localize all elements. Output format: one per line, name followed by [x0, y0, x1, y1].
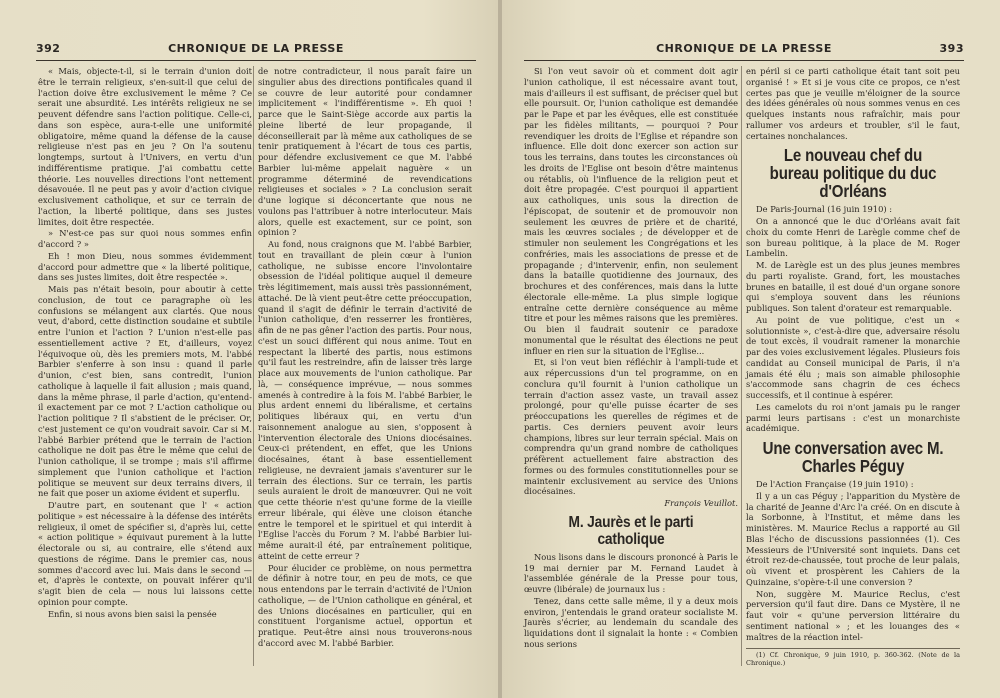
author-signature: François Veuillot.: [664, 498, 738, 508]
column-divider: [741, 66, 742, 666]
paragraph: Si l'on veut savoir où et comment doit agir l'union catholique, il est nécessaire avant tout, mais d'ailleurs il est suffisant, de préciser quel but elle poursuit. Or, l'union catholique est demandée par le Pape et par les évêques, elle est constituée par les fidèles militants, — pourquoi ? Pour revendiquer les droits de l'Eglise et répandre son influence. Elle doit donc exercer son action sur tous les terrains, dans toutes les circonstances où les droits de l'Eglise ont besoin d'être maintenus ou rétablis, où l'influence de la religion peut et doit être propagée. C'est pourquoi il appartient aux catholiques, unis sous la direction de l'épiscopat, de soutenir et de promouvoir non seulement les œuvres de prière et de charité, mais les œuvres sociales ; de développer et de stimuler non seulement les Congrégations et les confréries, mais les associations de presse et de propagande ; d'intervenir, enfin, non seulement dans la bataille quotidienne des journaux, des brochures et des conférences, mais dans la lutte électorale elle-même. La plus simple logique entraîne cette dernière conséquence au même titre et pour les mêmes raisons que les premières. Ou bien il faudrait soutenir ce paradoxe monumental que le résultat des élections ne peut influer en rien sur la situation de l'Eglise...: [524, 66, 738, 356]
right-header-rule: [524, 60, 964, 61]
paragraph: Les camelots du roi n'ont jamais pu le ranger parmi leurs partisans : c'est un monarchiste académique.: [746, 401, 960, 434]
right-page-running-title: CHRONIQUE DE LA PRESSE: [656, 42, 832, 55]
paragraph: On a annoncé que le duc d'Orléans avait fait choix du comte Henri de Larègle comme chef de son bureau politique, à la place de M. Roger Lambelin.: [746, 216, 960, 259]
right-page: [502, 0, 1000, 698]
paragraph: Mais pas n'était besoin, pour aboutir à cette conclusion, de tout ce paragraphe où les confusions se mélangent aux clartés. Que nous veut, d'abord, cette distinction soudaine et subtile entre l'union et l'action ? L'union n'est-elle pas essentiellement active ? Et, d'ailleurs, voyez l'équivoque où, dès les premiers mots, M. l'abbé Barbier s'enferre à son insu : quand il parle d'union, c'est bien, sans contredit, l'union catholique à laquelle il fait allusion ; mais quand, dans la même phrase, il parle d'action, qu'entend-il exactement par ce mot ? L'action catholique ou l'action politique ? Il s'abstient de le préciser. Or, c'est justement ce qu'on voudrait savoir. Car si M. l'abbé Barbier prétend que le terrain de l'action catholique ne doit pas être le même que celui de l'union catholique, il se trompe ; mais s'il affirme simplement que l'union catholique et l'action politique se meuvent sur deux terrains divers, il ne fait que poser un axiome évident et superflu.: [38, 284, 252, 499]
left-page: [0, 0, 498, 698]
left-column-2: [258, 66, 472, 650]
left-page-header: [36, 42, 476, 58]
column-divider: [253, 66, 254, 666]
left-column-1: [38, 66, 252, 620]
article-source: De Paris-Journal (16 juin 1910) :: [756, 204, 893, 215]
paragraph: Il y a un cas Péguy ; l'apparition du Mystère de la charité de Jeanne d'Arc l'a créé. On en discute à la Sorbonne, à l'Institut, et même dans les ministères. M. Maurice Reclus a rapporté au Gil Blas l'écho de discussions passionnées (1). Ces Messieurs de l'Université sont inquiets. Dans cet étroit rez-de-chaussée, tout proche de leur palais, où vivent et prospèrent les Cahiers de la Quinzaine, s'opère-t-il une conversion ?: [746, 490, 960, 587]
footnote: (1) Cf. Chronique, 9 juin 1910, p. 360-362. (Note de la Chronique.): [746, 648, 960, 667]
paragraph: Eh ! mon Dieu, nous sommes évidemment d'accord pour admettre que « la liberté politique, dans ses justes limites, doit être respectée ».: [38, 250, 252, 283]
left-page-number: 392: [36, 42, 61, 55]
left-header-rule: [36, 60, 476, 61]
right-page-number: 393: [939, 42, 964, 55]
paragraph: Nous lisons dans le discours prononcé à Paris le 19 mai dernier par M. Fernand Laudet à l'assemblée générale de la Presse pour tous, œuvre (libérale) de journaux lus :: [524, 551, 738, 594]
paragraph: de notre contradicteur, il nous paraît faire un singulier abus des directions pontificales quand il se couvre de leur autorité pour condamner implicitement « l'indifférentisme ». Eh quoi ! parce que le Saint-Siège accorde aux partis la pleine liberté de leur propagande, il déconseillerait par là même aux catholiques de se tenir pratiquement à l'écart de tous ces partis, pour défendre exclusivement ce que M. l'abbé Barbier lui-même appelait naguère « un programme déterminé de revendications religieuses et sociales » ? La conclusion serait d'une logique si déconcertante que nous ne voulons pas l'attribuer à notre interlocuteur. Mais alors, quelle est exactement, sur ce point, son opinion ?: [258, 66, 472, 238]
paragraph: Non, suggère M. Maurice Reclus, c'est perversion qu'il faut dire. Dans ce Mystère, il ne faut voir « qu'une perversion littéraire du sentiment national » ; et les louanges des « maîtres de la réaction intel-: [746, 588, 960, 642]
paragraph: » N'est-ce pas sur quoi nous sommes enfin d'accord ? »: [38, 228, 252, 249]
paragraph: Et, si l'on veut bien réfléchir à l'ampli-tude et aux répercussions d'un tel programme, on en conclura qu'il fournit à l'union catholique un terrain d'action assez vaste, un travail assez prolongé, pour qu'elle puisse écarter de ses préoccupations les querelles de régimes et de partis. Ces derniers peuvent avoir leurs champions, libres sur leur terrain spécial. Mais on comprendra qu'un grand nombre de catholiques préfèrent actuellement faire abstraction des formes ou des formules constitutionnelles pour se maintenir exclusivement au service des Unions diocésaines.: [524, 357, 738, 497]
article-source: De l'Action Française (19 juin 1910) :: [756, 479, 914, 489]
paragraph: « Mais, objecte-t-il, si le terrain d'union doit être le terrain religieux, s'en-suit-il que celui de l'action doive être exclusivement le même ? Ce serait une absurdité. Les intérêts religieux ne se peuvent défendre sans l'action politique. Celle-ci, dans son espèce, aura-t-elle une uniformité obligatoire, même quand la défense de la cause religieuse n'est pas en jeu ? On l'a soutenu longtemps, surtout à l'Univers, en vertu d'un indifférentisme pratique. J'ai combattu cette théorie. Les nouvelles directions l'ont nettement désavouée. Il ne peut pas y avoir d'action civique exclusivement catholique, et sur ce terrain de l'action, la liberté politique, dans ses justes limites, doit être respectée.: [38, 66, 252, 227]
right-page-header: [524, 42, 964, 58]
article-heading-jaures: M. Jaurès et le parti catholique: [568, 513, 694, 548]
left-page-running-title: CHRONIQUE DE LA PRESSE: [168, 42, 344, 55]
article-heading-peguy: Une conversation avec M. Charles Péguy: [762, 438, 944, 476]
paragraph: Au fond, nous craignons que M. l'abbé Barbier, tout en travaillant de plein cœur à l'union catholique, ne subisse encore l'involontaire obsession de l'idéal politique auquel il demeure très légitimement, mais aussi très passionnément, attaché. De là vient peut-être cette préoccupation, quand il s'agit de définir le terrain d'activité de l'union catholique, d'en resserrer les frontières, afin de ne pas gêner l'action des partis. Pour nous, c'est un souci différent qui nous anime. Tout en respectant la liberté des partis, nous estimons qu'il faut les restreindre, afin de laisser très large place aux mouvements de l'union catholique. Par là, — conséquence imprévue, — nous sommes amenés à contredire à la fois M. l'abbé Barbier, le plus ardent ennemi du libéralisme, et certains politiques libéraux qui, en vertu d'un raisonnement analogue au sien, s'opposent à l'intervention électorale des Unions diocésaines. Ceux-ci prétendent, en effet, que les Unions diocésaines, étant à base essentiellement religieuse, ne devraient jamais s'aventurer sur le terrain des élections. Sur ce terrain, les partis seuls auraient le droit de manœuvrer. Qui ne voit que cette théorie n'est qu'une forme de la vieille erreur libérale, qui élève une cloison étanche entre le temporel et le spirituel et qui interdit à l'Eglise l'accès du Forum ? M. l'abbé Barbier lui-même aurait-il été, par entraînement politique, atteint de cette erreur ?: [258, 239, 472, 561]
article-heading-duc-orleans: Le nouveau chef du bureau politique du duc d'Orléans: [769, 145, 937, 202]
paragraph: Pour élucider ce problème, on nous permettra de définir à notre tour, en peu de mots, ce que nous entendons par le terrain d'activité de l'Union catholique, — de l'Union catholique en général, et des Unions diocésaines en particulier, qui en constituent l'organisme actuel, opportun et pratique. Peut-être ainsi nous trouverons-nous d'accord avec M. l'abbé Barbier.: [258, 562, 472, 648]
paragraph: en péril si ce parti catholique était tant soit peu organisé ! » Et si je vous cite ce propos, ce n'est certes pas que je veuille m'éloigner de la source des idées générales où nous sommes venus en ces quelques instants nous rafraîchir, mais pour rallumer vos ardeurs et troubler, s'il le faut, certaines nonchalances.: [746, 66, 960, 141]
paragraph: D'autre part, en soutenant que l' « action politique » est nécessaire à la défense des intérêts religieux, il omet de spécifier si, d'après lui, cette « action politique » équivaut purement à la lutte électorale ou si, au contraire, elle s'étend aux questions de régime. Dans le premier cas, nous sommes d'accord avec lui. Mais dans le second — et, d'après le contexte, on pouvait inférer qu'il s'agit bien de cela — nous lui laissons cette opinion pour compte.: [38, 500, 252, 607]
paragraph: M. de Larègle est un des plus jeunes membres du parti royaliste. Grand, fort, les moustaches brunes en bataille, il est doué d'un organe sonore qui s'employa souvent dans les réunions publiques. Son talent d'orateur est remarquable.: [746, 260, 960, 313]
right-column-2: [746, 66, 960, 667]
paragraph: Au point de vue politique, c'est un « solutionniste », c'est-à-dire que, adversaire résolu de tout excès, il voudrait ramener la monarchie par des voies exclusivement légales. Plusieurs fois candidat au Conseil municipal de Paris, il n'a jamais été élu ; mais son aimable philosophie s'accommode sans chagrin de ces échecs successifs, et il continue à espérer.: [746, 314, 960, 400]
paragraph: Enfin, si nous avons bien saisi la pensée: [48, 608, 217, 619]
right-column-1: [524, 66, 738, 651]
paragraph: Tenez, dans cette salle même, il y a deux mois environ, j'entendais le grand orateur socialiste M. Jaurès s'écrier, au lendemain du scandale des liquidations dont il signalait la honte : « Combien nous serions: [524, 595, 738, 649]
